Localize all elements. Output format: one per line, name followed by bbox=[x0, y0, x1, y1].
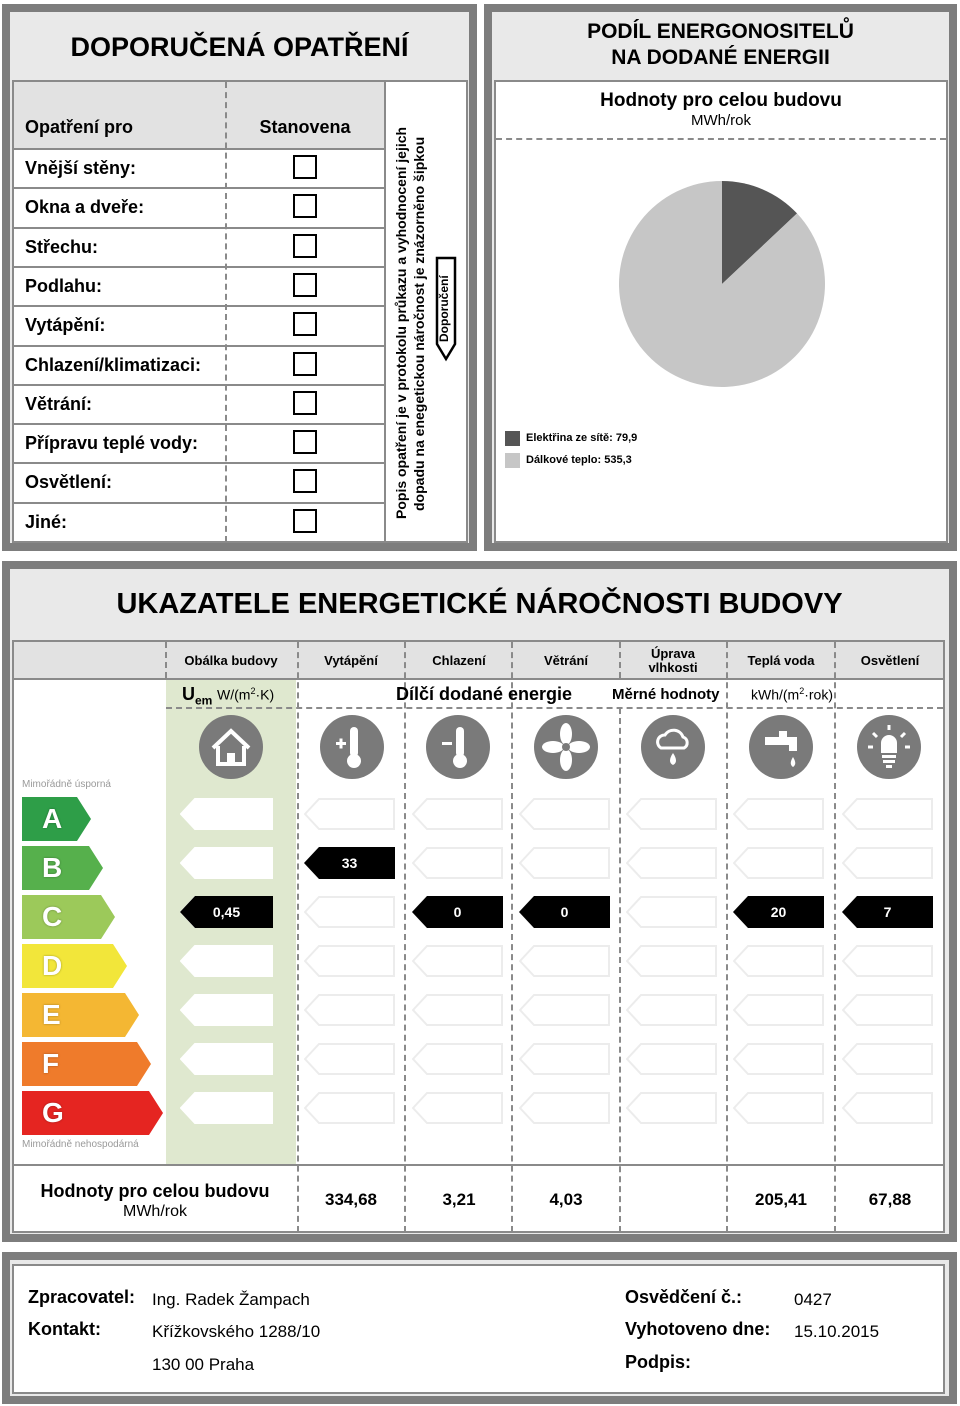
energy-class-letter: F bbox=[42, 1048, 60, 1079]
energy-class-letter: A bbox=[42, 803, 63, 834]
col-for-header: Opatření pro bbox=[25, 117, 134, 137]
envelope-value: 0,45 bbox=[212, 904, 241, 920]
scale-placeholder-arrow bbox=[842, 994, 933, 1026]
scale-placeholder-arrow bbox=[842, 798, 933, 830]
share-title-2: NA DODANÉ ENERGII bbox=[611, 46, 830, 69]
energy-class-letter: E bbox=[42, 999, 61, 1030]
totals-label: Hodnoty pro celou budovu bbox=[40, 1181, 270, 1201]
energy-class-letter: D bbox=[42, 950, 63, 981]
col-cooling: Chlazení bbox=[432, 653, 486, 668]
energy-class-e bbox=[22, 993, 139, 1037]
scale-placeholder-arrow bbox=[733, 847, 824, 879]
scale-placeholder-arrow bbox=[626, 896, 717, 928]
measure-checkbox[interactable] bbox=[293, 194, 317, 218]
col-hot-water: Teplá voda bbox=[747, 653, 815, 668]
measure-row-label: Vnější stěny: bbox=[25, 158, 137, 178]
thermometer-plus-icon bbox=[320, 715, 384, 779]
scale-placeholder-arrow bbox=[842, 847, 933, 879]
scale-placeholder-arrow bbox=[180, 994, 273, 1026]
certificate-number: 0427 bbox=[794, 1290, 832, 1309]
hot-water-value-arrow bbox=[733, 896, 824, 928]
lighting-value-arrow bbox=[842, 896, 933, 928]
scale-placeholder-arrow bbox=[626, 1092, 717, 1124]
total-hot-water: 205,41 bbox=[755, 1190, 807, 1209]
scale-placeholder-arrow bbox=[519, 798, 610, 830]
measure-checkbox[interactable] bbox=[293, 155, 317, 179]
col-lighting: Osvětlení bbox=[860, 653, 920, 668]
measure-checkbox[interactable] bbox=[293, 352, 317, 376]
scale-placeholder-arrow bbox=[842, 945, 933, 977]
col-humidity-2: vlhkosti bbox=[648, 660, 698, 675]
scale-placeholder-arrow bbox=[412, 945, 503, 977]
scale-placeholder-arrow bbox=[304, 945, 395, 977]
total-ventilation: 4,03 bbox=[549, 1190, 583, 1209]
certificate-label: Osvědčení č.: bbox=[625, 1287, 743, 1307]
indicators-title: UKAZATELE ENERGETICKÉ NÁROČNOSTI BUDOVY bbox=[116, 588, 843, 620]
issue-date: 15.10.2015 bbox=[794, 1322, 880, 1341]
ventilation-value: 0 bbox=[560, 904, 569, 920]
processor-label: Zpracovatel: bbox=[28, 1287, 136, 1307]
totals-unit: MWh/rok bbox=[123, 1203, 187, 1220]
scale-placeholder-arrow bbox=[304, 798, 395, 830]
hot-water-value: 20 bbox=[770, 904, 787, 920]
scale-placeholder-arrow bbox=[412, 1043, 503, 1075]
faucet-icon bbox=[749, 715, 813, 779]
col-humidity-1: Úprava bbox=[650, 646, 696, 661]
legend-electricity: Elektřina ze sítě: 79,9 bbox=[526, 432, 638, 444]
share-title-1: PODÍL ENERGONOSITELŮ bbox=[587, 20, 854, 43]
scale-placeholder-arrow bbox=[519, 994, 610, 1026]
energy-class-f bbox=[22, 1042, 151, 1086]
total-lighting: 67,88 bbox=[868, 1190, 912, 1209]
thermometer-minus-icon bbox=[426, 715, 490, 779]
energy-class-d bbox=[22, 944, 127, 988]
scale-placeholder-arrow bbox=[180, 1043, 273, 1075]
measure-row-label: Chlazení/klimatizaci: bbox=[25, 355, 202, 375]
measure-checkbox[interactable] bbox=[293, 391, 317, 415]
scale-placeholder-arrow bbox=[842, 1043, 933, 1075]
energy-class-letter: C bbox=[42, 901, 63, 932]
scale-placeholder-arrow bbox=[180, 1092, 273, 1124]
recommendation-arrow-label: Doporučení bbox=[437, 275, 451, 342]
col-ventilation: Větrání bbox=[543, 653, 589, 668]
scale-placeholder-arrow bbox=[304, 1092, 395, 1124]
date-label: Vyhotoveno dne: bbox=[625, 1319, 771, 1339]
measure-checkbox[interactable] bbox=[293, 430, 317, 454]
processor-name: Ing. Radek Žampach bbox=[152, 1290, 310, 1309]
measure-row-label: Střechu: bbox=[25, 237, 99, 257]
scale-placeholder-arrow bbox=[412, 847, 503, 879]
heating-value: 33 bbox=[341, 855, 358, 871]
signature-label: Podpis: bbox=[625, 1352, 691, 1372]
address-line-2: 130 00 Praha bbox=[152, 1355, 255, 1374]
measures-side-note-1: Popis opatření je v protokolu průkazu a vyhodnocení jejich bbox=[393, 126, 409, 519]
total-heating: 334,68 bbox=[325, 1190, 377, 1209]
measures-header-bg bbox=[14, 82, 384, 148]
scale-placeholder-arrow bbox=[412, 1092, 503, 1124]
share-pie-chart bbox=[615, 177, 829, 391]
measure-checkbox[interactable] bbox=[293, 234, 317, 258]
scale-placeholder-arrow bbox=[733, 1092, 824, 1124]
uem-label: $U_{em}$ bbox=[182, 684, 213, 708]
energy-class-a bbox=[22, 797, 91, 841]
humidity-icon bbox=[641, 715, 705, 779]
energy-class-letter: B bbox=[42, 852, 63, 883]
measures-side-note-2: dopadu na enegetickou náročnost je znázorněno šipkou bbox=[411, 136, 427, 511]
measure-checkbox[interactable] bbox=[293, 273, 317, 297]
measure-checkbox[interactable] bbox=[293, 312, 317, 336]
col-recommended-header: Stanovena bbox=[259, 117, 351, 137]
house-icon bbox=[199, 715, 263, 779]
contact-label: Kontakt: bbox=[28, 1319, 101, 1339]
partial-energy-label: Dílčí dodané energie bbox=[396, 684, 573, 704]
measure-checkbox[interactable] bbox=[293, 469, 317, 493]
scale-placeholder-arrow bbox=[412, 798, 503, 830]
cooling-value: 0 bbox=[453, 904, 462, 920]
measure-row-label: Okna a dveře: bbox=[25, 197, 145, 217]
scale-placeholder-arrow bbox=[733, 1043, 824, 1075]
scale-placeholder-arrow bbox=[626, 945, 717, 977]
scale-placeholder-arrow bbox=[304, 896, 395, 928]
measure-checkbox[interactable] bbox=[293, 509, 317, 533]
scale-placeholder-arrow bbox=[519, 1092, 610, 1124]
scale-placeholder-arrow bbox=[519, 1043, 610, 1075]
ventilation-value-arrow bbox=[519, 896, 610, 928]
scale-placeholder-arrow bbox=[519, 847, 610, 879]
measure-row-label: Přípravu teplé vody: bbox=[25, 433, 199, 453]
scale-placeholder-arrow bbox=[626, 798, 717, 830]
scale-placeholder-arrow bbox=[304, 1043, 395, 1075]
fan-icon bbox=[534, 715, 598, 779]
legend-swatch-electricity bbox=[505, 431, 520, 446]
measures-title: DOPORUČENÁ OPATŘENÍ bbox=[70, 32, 409, 62]
scale-placeholder-arrow bbox=[733, 945, 824, 977]
share-subtitle: Hodnoty pro celou budovu bbox=[600, 90, 842, 111]
legend-swatch-district-heat bbox=[505, 453, 520, 468]
scale-placeholder-arrow bbox=[733, 994, 824, 1026]
share-unit: MWh/rok bbox=[691, 112, 751, 129]
energy-class-letter: G bbox=[42, 1097, 64, 1128]
specific-unit: kWh/$(m^2\cdot rok)$ bbox=[751, 686, 834, 703]
legend-district-heat: Dálkové teplo: 535,3 bbox=[526, 454, 632, 466]
address-line-1: Křížkovského 1288/10 bbox=[152, 1322, 321, 1341]
uem-unit: $W/(m^2\cdot K)$ bbox=[217, 686, 275, 703]
scale-placeholder-arrow bbox=[412, 994, 503, 1026]
lightbulb-icon bbox=[857, 715, 921, 779]
scale-placeholder-arrow bbox=[304, 994, 395, 1026]
measure-row-label: Vytápění: bbox=[25, 315, 106, 335]
scale-top-label: Mimořádně úsporná bbox=[22, 779, 111, 790]
col-envelope: Obálka budovy bbox=[184, 653, 278, 668]
scale-bottom-label: Mimořádně nehospodárná bbox=[22, 1139, 139, 1150]
lighting-value: 7 bbox=[883, 904, 892, 920]
total-cooling: 3,21 bbox=[442, 1190, 476, 1209]
scale-placeholder-arrow bbox=[519, 945, 610, 977]
heating-value-arrow bbox=[304, 847, 395, 879]
scale-placeholder-arrow bbox=[626, 1043, 717, 1075]
scale-placeholder-arrow bbox=[180, 798, 273, 830]
scale-placeholder-arrow bbox=[626, 994, 717, 1026]
scale-placeholder-arrow bbox=[180, 945, 273, 977]
measure-row-label: Jiné: bbox=[25, 512, 68, 532]
energy-class-g bbox=[22, 1091, 163, 1135]
energy-class-c bbox=[22, 895, 115, 939]
scale-placeholder-arrow bbox=[733, 798, 824, 830]
measure-row-label: Podlahu: bbox=[25, 276, 102, 296]
col-heating: Vytápění bbox=[324, 653, 378, 668]
scale-placeholder-arrow bbox=[842, 1092, 933, 1124]
envelope-value-arrow bbox=[180, 896, 273, 928]
scale-placeholder-arrow bbox=[180, 847, 273, 879]
measure-row-label: Větrání: bbox=[25, 394, 93, 414]
cooling-value-arrow bbox=[412, 896, 503, 928]
scale-placeholder-arrow bbox=[626, 847, 717, 879]
specific-values-label: Měrné hodnoty bbox=[612, 686, 720, 703]
energy-class-b bbox=[22, 846, 103, 890]
measure-row-label: Osvětlení: bbox=[25, 472, 113, 492]
